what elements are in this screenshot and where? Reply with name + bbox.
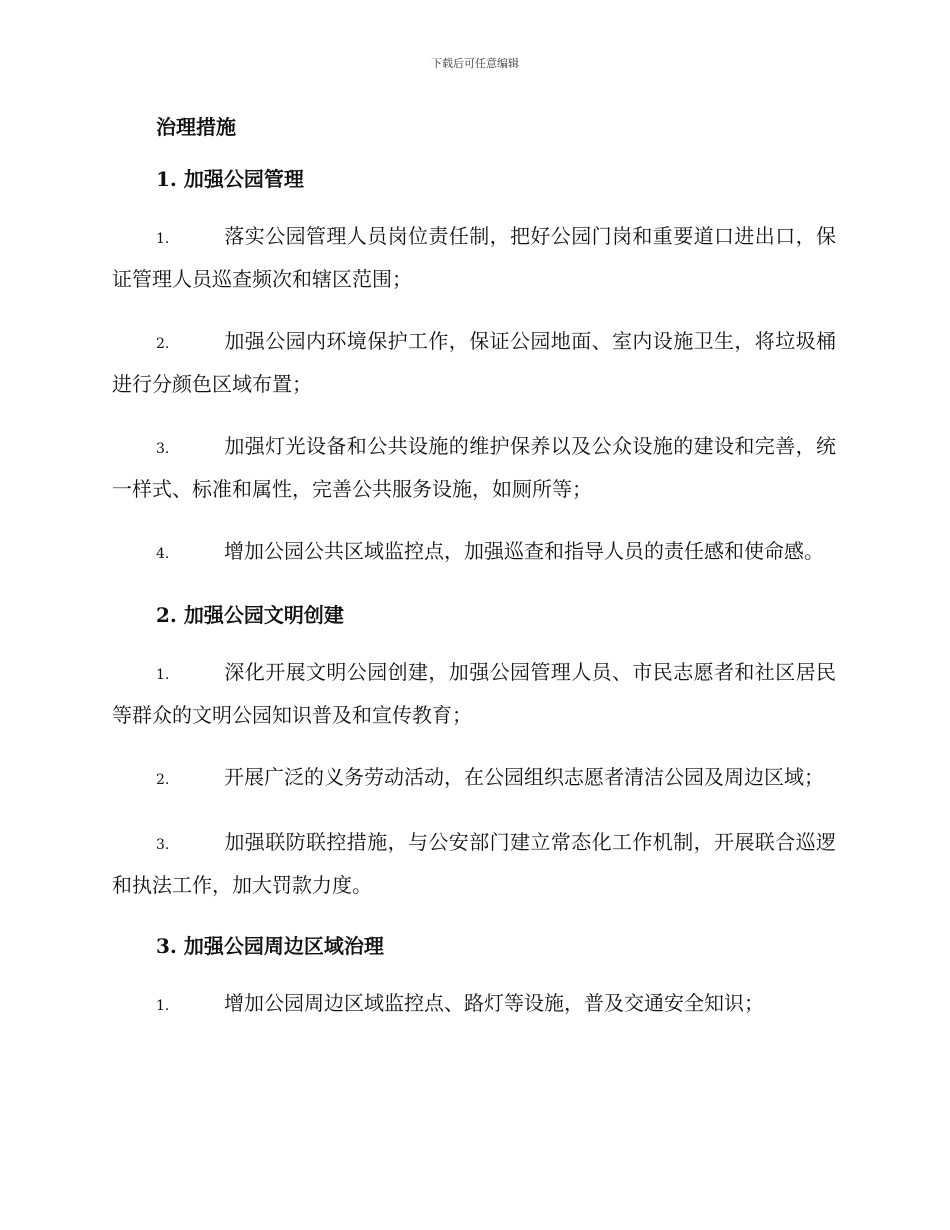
item-number: 4.	[156, 546, 170, 562]
section-heading: 3. 加强公园周边区域治理	[156, 934, 384, 958]
list-item	[112, 757, 836, 800]
item-number: 3.	[156, 837, 170, 853]
section-heading: 2. 加强公园文明创建	[156, 603, 344, 627]
item-number: 1.	[156, 231, 170, 247]
item-text: 加强联防联控措施，与公安部门建立常态化工作机制，开展联合巡逻和执法工作，加大罚款力度。	[112, 830, 836, 897]
section-heading: 1. 加强公园管理	[156, 167, 304, 191]
list-item	[112, 216, 836, 299]
section-surrounding-area	[112, 931, 836, 1026]
item-number: 2.	[156, 772, 170, 788]
item-number: 2.	[156, 336, 170, 352]
item-text: 增加公园公共区域监控点，加强巡查和指导人员的责任感和使命感。	[224, 539, 824, 563]
item-text: 深化开展文明公园创建，加强公园管理人员、市民志愿者和社区居民等群众的文明公园知识普及和宣传教育；	[112, 660, 836, 727]
list-item	[112, 983, 836, 1026]
document-body	[112, 112, 836, 1046]
section-civilization-building	[112, 600, 836, 905]
list-item	[112, 652, 836, 735]
item-number: 3.	[156, 441, 170, 457]
item-text: 落实公园管理人员岗位责任制，把好公园门岗和重要道口进出口，保证管理人员巡查频次和辖区范围；	[112, 224, 836, 291]
page-header: 下载后可任意编辑	[431, 57, 519, 70]
section-park-management	[112, 164, 836, 574]
list-item	[112, 822, 836, 905]
item-text: 增加公园周边区域监控点、路灯等设施，普及交通安全知识；	[224, 991, 764, 1015]
item-text: 开展广泛的义务劳动活动，在公园组织志愿者清洁公园及周边区域；	[224, 765, 824, 789]
list-item	[112, 426, 836, 509]
list-item	[112, 531, 836, 574]
item-text: 加强公园内环境保护工作，保证公园地面、室内设施卫生，将垃圾桶进行分颜色区域布置；	[112, 329, 836, 396]
item-text: 加强灯光设备和公共设施的维护保养以及公众设施的建设和完善，统一样式、标准和属性，完善公共服务设施，如厕所等；	[112, 434, 836, 501]
item-number: 1.	[156, 667, 170, 683]
list-item	[112, 321, 836, 404]
item-number: 1.	[156, 998, 170, 1014]
document-title: 治理措施	[156, 115, 236, 139]
